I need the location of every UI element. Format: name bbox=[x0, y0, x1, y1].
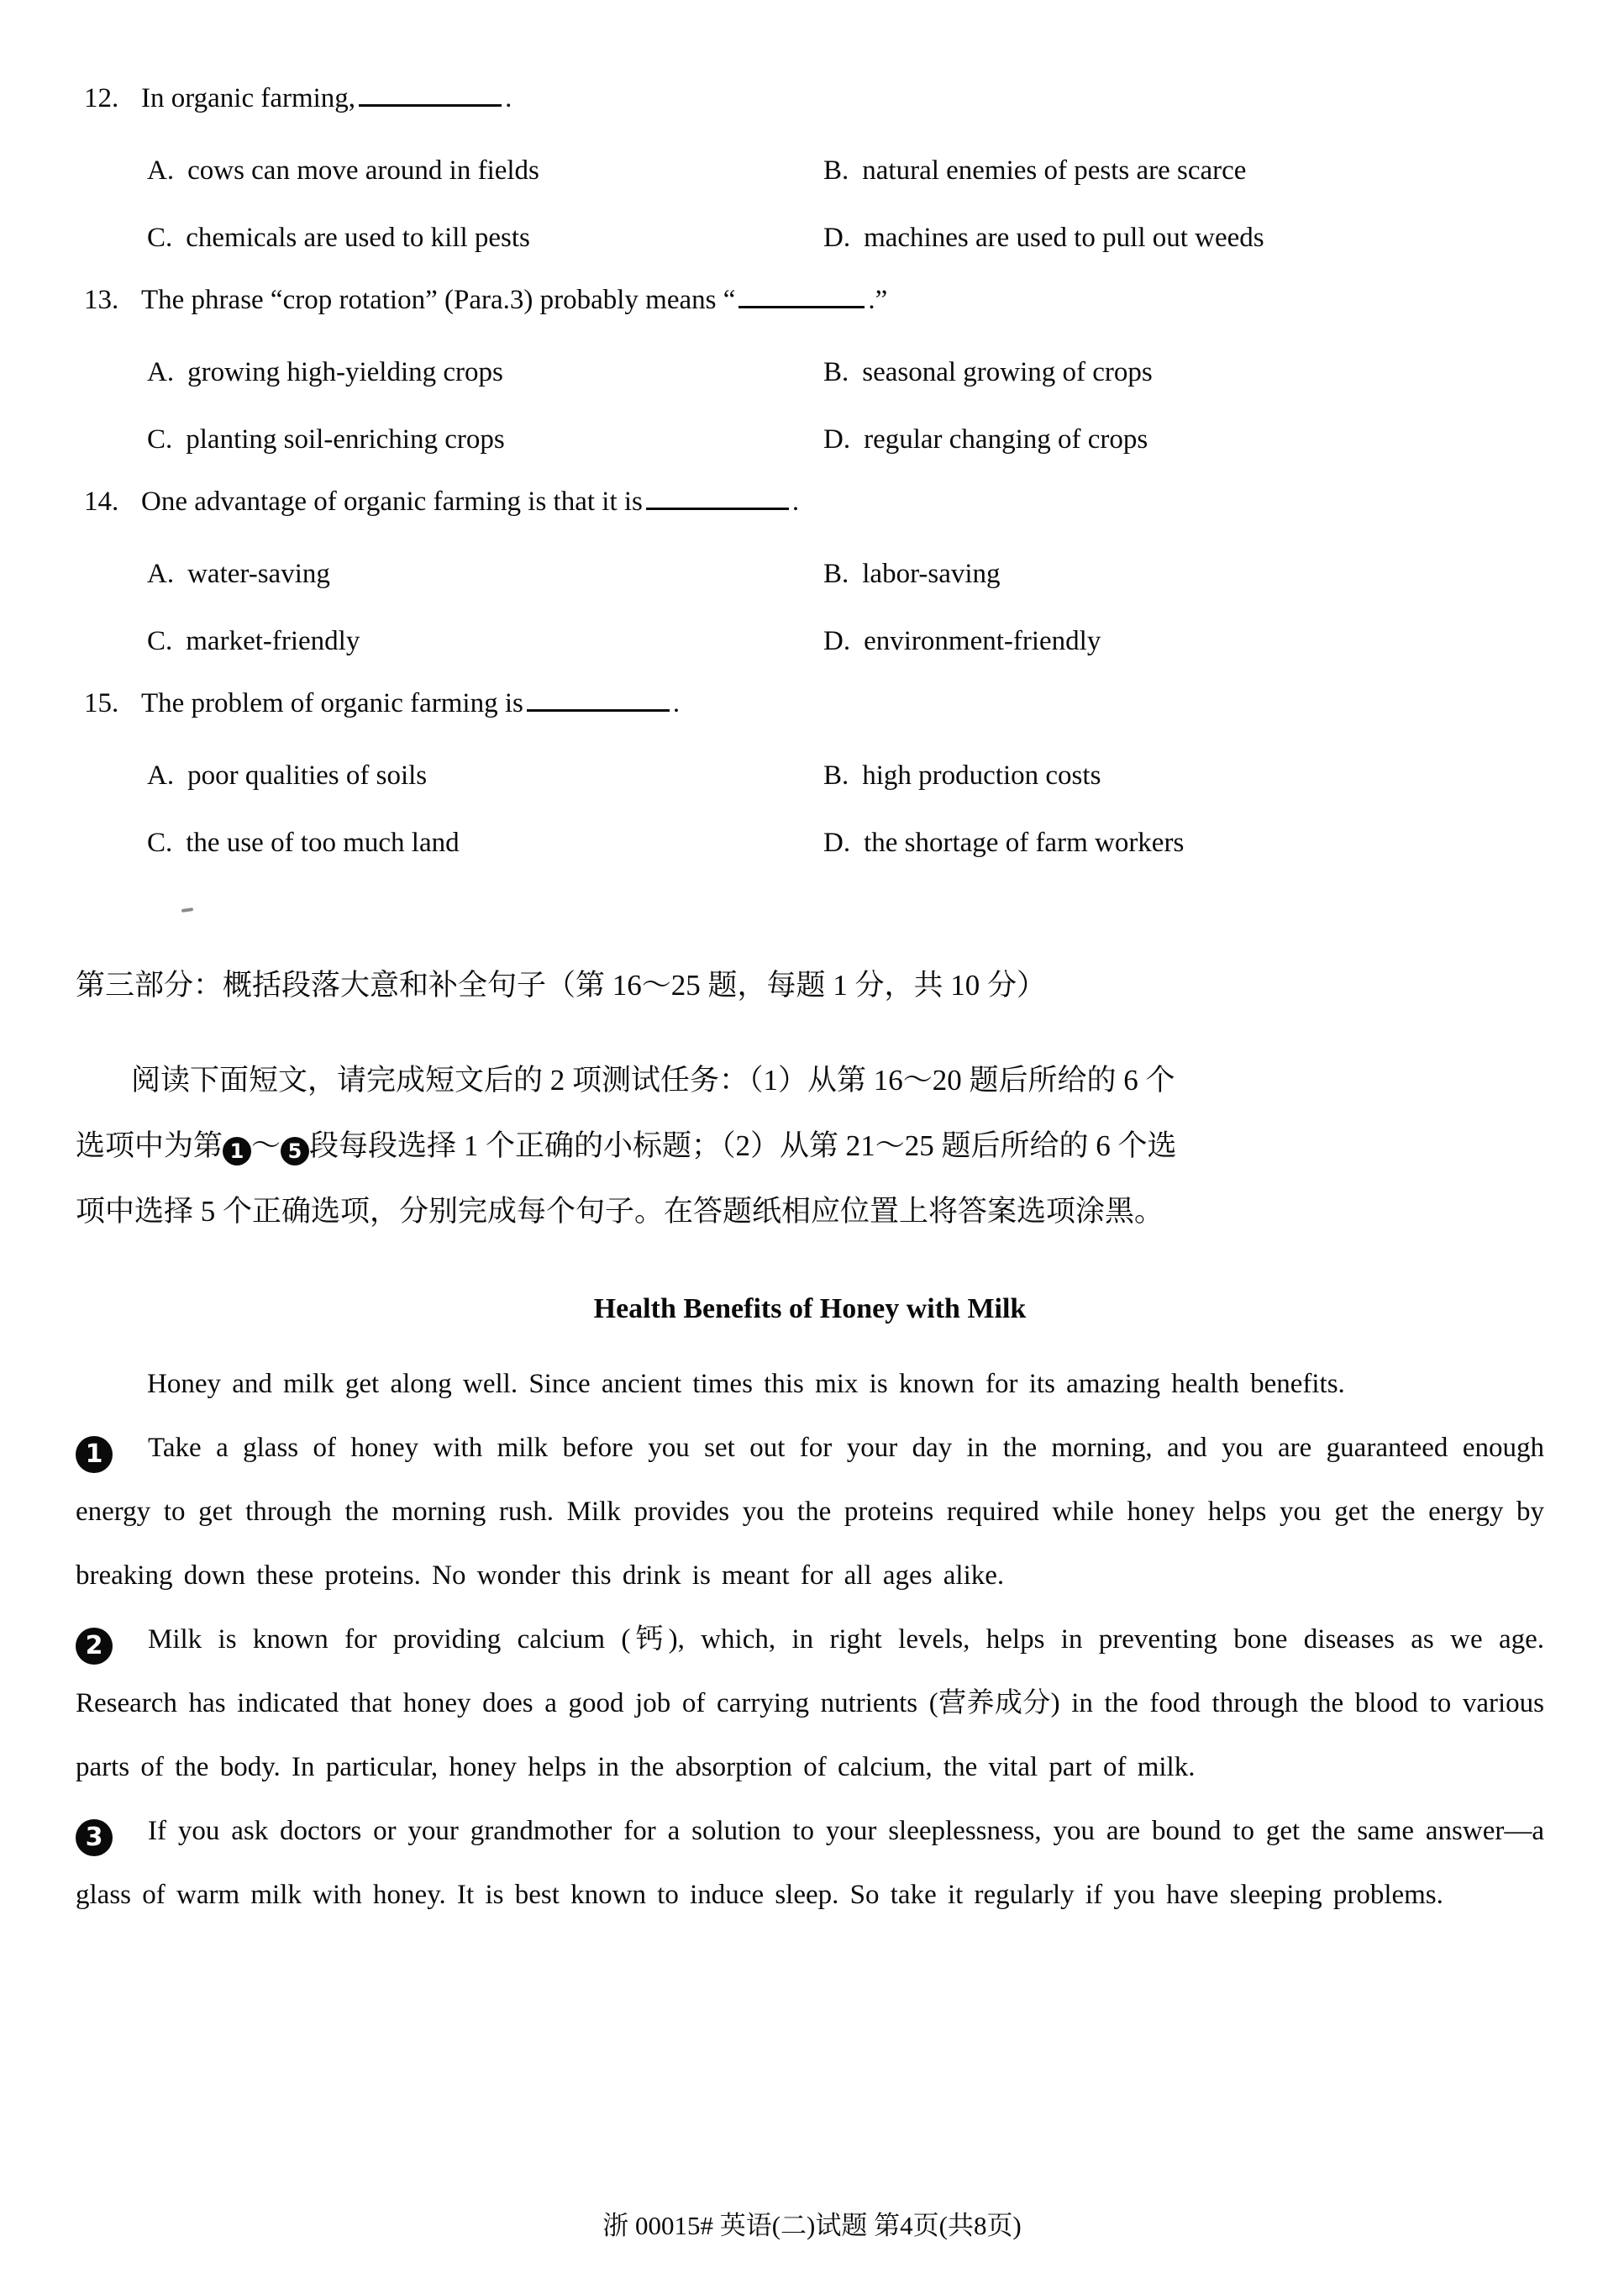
option-label: B. bbox=[823, 357, 849, 387]
option-c bbox=[147, 213, 823, 262]
option-text: cows can move around in fields bbox=[187, 155, 539, 186]
circled-digit-5: 5 bbox=[281, 1137, 309, 1165]
options-grid bbox=[76, 146, 1544, 262]
paragraph-text: If you ask doctors or your grandmother for a solution to your sleeplessness, you are bound to get the same answer—a glass of warm milk with honey. It is best known to induce sleep. So take it regularly if you have sleeping problems. bbox=[76, 1816, 1544, 1910]
paragraph-marker-1: 1 bbox=[76, 1436, 113, 1473]
instruction-line: 项中选择 5 个正确选项，分别完成每个句子。在答题纸相应位置上将答案选项涂黑。 bbox=[76, 1195, 1164, 1228]
question-stem-text: The phrase “crop rotation” (Para.3) probably means “ bbox=[141, 285, 736, 315]
question-stem-punct: .” bbox=[868, 285, 888, 315]
instruction-text: ～ bbox=[251, 1129, 281, 1162]
question-stem bbox=[84, 276, 1544, 324]
question-number: 13. bbox=[84, 285, 119, 315]
section-part3 bbox=[76, 961, 1544, 1244]
answer-blank bbox=[738, 282, 865, 308]
passage-paragraph-2 bbox=[76, 1607, 1544, 1799]
option-text: planting soil-enriching crops bbox=[186, 424, 505, 455]
answer-blank bbox=[646, 484, 789, 510]
section-heading: 第三部分：概括段落大意和补全句子（第 16～25 题，每题 1 分，共 10 分） bbox=[76, 969, 1047, 1002]
options-grid bbox=[76, 550, 1544, 666]
option-d bbox=[823, 818, 1544, 867]
option-a bbox=[147, 550, 823, 598]
option-label: A. bbox=[147, 559, 175, 589]
option-text: natural enemies of pests are scarce bbox=[862, 155, 1247, 186]
option-a bbox=[147, 146, 823, 195]
question-14 bbox=[76, 477, 1544, 666]
option-b bbox=[823, 751, 1544, 800]
option-text: the use of too much land bbox=[186, 828, 460, 858]
paragraph-text: Milk is known for providing calcium (钙), which, in right levels, helps in preventing bone diseases as we age. Research has indicated that honey does a good job of carrying nutrients (营养成分) in the food through the blood to various parts of the body. In particular, honey helps in the absorption of calcium, the vital part of milk. bbox=[76, 1624, 1544, 1782]
paragraph-marker-3: 3 bbox=[76, 1819, 113, 1856]
option-label: D. bbox=[823, 424, 851, 455]
instruction-line: 阅读下面短文，请完成短文后的 2 项测试任务：（1）从第 16～20 题后所给的 6 个 bbox=[131, 1064, 1175, 1097]
question-stem bbox=[84, 477, 1544, 526]
options-grid bbox=[76, 348, 1544, 464]
option-c bbox=[147, 415, 823, 464]
option-text: market-friendly bbox=[186, 626, 360, 656]
option-text: regular changing of crops bbox=[864, 424, 1148, 455]
question-stem-punct: . bbox=[505, 83, 512, 113]
passage-paragraph-1 bbox=[76, 1416, 1544, 1607]
option-text: machines are used to pull out weeds bbox=[864, 223, 1264, 253]
page-footer: 浙 00015# 英语(二)试题 第4页(共8页) bbox=[602, 2211, 1022, 2240]
option-text: water-saving bbox=[187, 559, 330, 589]
option-label: C. bbox=[147, 424, 173, 455]
question-stem-punct: . bbox=[672, 688, 681, 718]
option-d bbox=[823, 213, 1544, 262]
option-text: poor qualities of soils bbox=[187, 760, 428, 791]
question-number: 15. bbox=[84, 688, 119, 718]
option-text: chemicals are used to kill pests bbox=[186, 223, 530, 253]
option-text: environment-friendly bbox=[864, 626, 1101, 656]
option-label: D. bbox=[823, 626, 851, 656]
option-text: seasonal growing of crops bbox=[862, 357, 1153, 387]
option-label: B. bbox=[823, 559, 849, 589]
option-label: D. bbox=[823, 223, 851, 253]
circled-digit-1: 1 bbox=[223, 1137, 251, 1165]
question-stem-text: One advantage of organic farming is that it is bbox=[141, 487, 643, 517]
options-grid bbox=[76, 751, 1544, 867]
question-number: 12. bbox=[84, 83, 119, 113]
option-text: the shortage of farm workers bbox=[864, 828, 1185, 858]
question-12 bbox=[76, 74, 1544, 262]
passage-title: Health Benefits of Honey with Milk bbox=[593, 1293, 1027, 1324]
question-stem bbox=[84, 74, 1544, 123]
passage-paragraph-3 bbox=[76, 1799, 1544, 1927]
instruction-text: 选项中为第 bbox=[76, 1129, 223, 1162]
option-b bbox=[823, 550, 1544, 598]
option-label: D. bbox=[823, 828, 851, 858]
paragraph-marker-2: 2 bbox=[76, 1628, 113, 1665]
option-label: A. bbox=[147, 155, 175, 186]
passage-intro: Honey and milk get along well. Since ancient times this mix is known for its amazing health benefits. bbox=[147, 1369, 1345, 1399]
scan-artifact bbox=[181, 908, 193, 913]
question-13 bbox=[76, 276, 1544, 464]
option-c bbox=[147, 617, 823, 666]
question-15 bbox=[76, 679, 1544, 867]
answer-blank bbox=[527, 686, 670, 712]
option-d bbox=[823, 415, 1544, 464]
option-label: A. bbox=[147, 760, 175, 791]
option-a bbox=[147, 751, 823, 800]
option-label: C. bbox=[147, 626, 173, 656]
option-b bbox=[823, 146, 1544, 195]
question-number: 14. bbox=[84, 487, 119, 517]
option-text: high production costs bbox=[862, 760, 1101, 791]
instruction-text: 段每段选择 1 个正确的小标题；（2）从第 21～25 题后所给的 6 个选 bbox=[309, 1129, 1177, 1162]
question-stem-punct: . bbox=[791, 487, 800, 517]
option-d bbox=[823, 617, 1544, 666]
option-text: labor-saving bbox=[862, 559, 1001, 589]
question-stem bbox=[84, 679, 1544, 728]
option-b bbox=[823, 348, 1544, 397]
option-c bbox=[147, 818, 823, 867]
paragraph-text: Take a glass of honey with milk before you set out for your day in the morning, and you are guaranteed enough energy to get through the morning rush. Milk provides you the proteins required while honey helps you get the energy by breaking down these proteins. No wonder this drink is meant for all ages alike. bbox=[76, 1433, 1544, 1591]
option-label: C. bbox=[147, 828, 173, 858]
question-stem-text: In organic farming, bbox=[141, 83, 356, 113]
option-label: B. bbox=[823, 760, 849, 791]
option-a bbox=[147, 348, 823, 397]
option-label: C. bbox=[147, 223, 173, 253]
reading-passage bbox=[76, 1285, 1544, 1927]
answer-blank bbox=[359, 81, 502, 107]
option-label: A. bbox=[147, 357, 175, 387]
question-stem-text: The problem of organic farming is bbox=[141, 688, 523, 718]
option-label: B. bbox=[823, 155, 849, 186]
instruction-line bbox=[76, 1113, 1544, 1179]
option-text: growing high-yielding crops bbox=[187, 357, 503, 387]
